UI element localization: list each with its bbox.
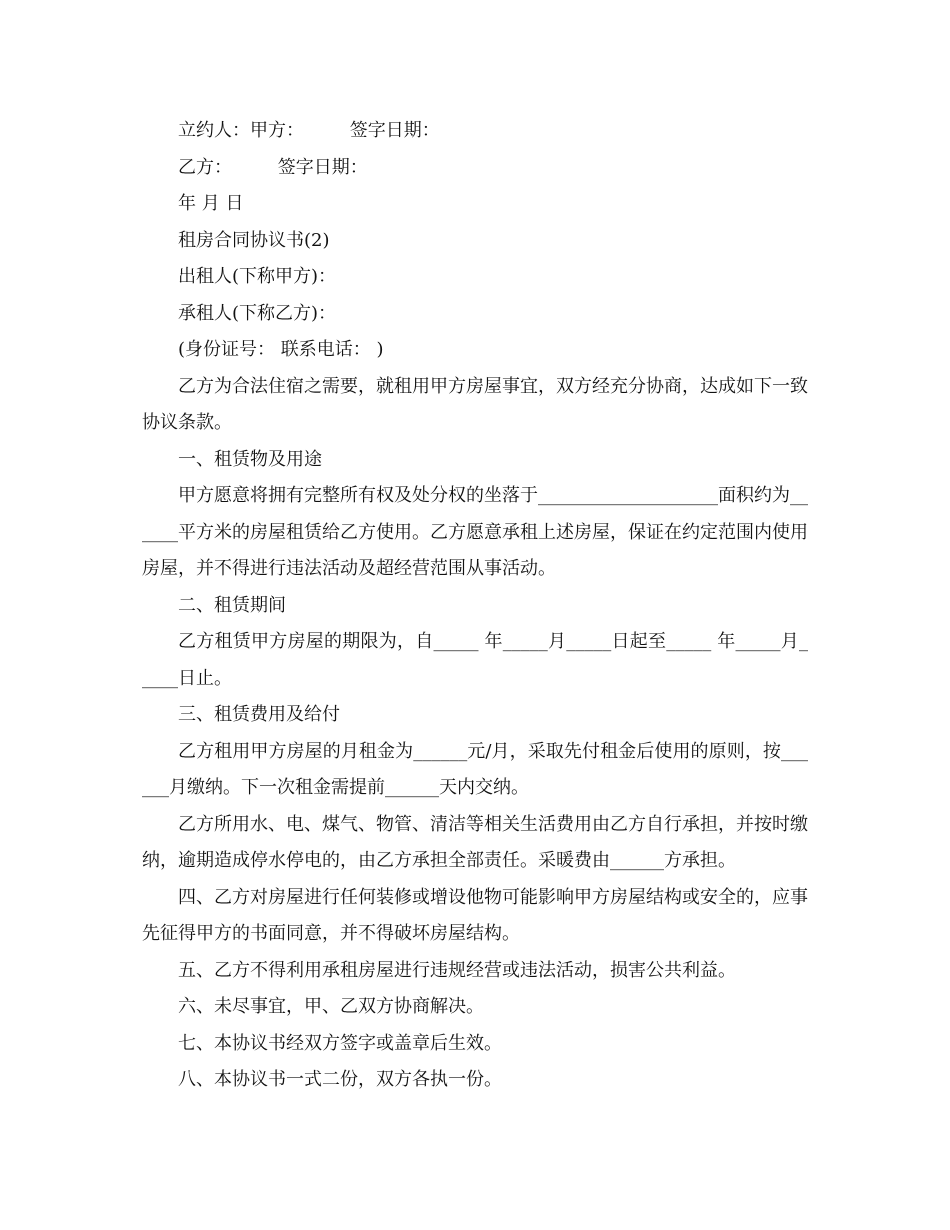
- section-2-body: 乙方租赁甲方房屋的期限为，自_____ 年_____月_____日起至_____ 年_____月_____日止。: [142, 631, 808, 689]
- section-heading-1: 一、租赁物及用途: [178, 448, 322, 470]
- signatory-party-a-line: 立约人：甲方： 签字日期：: [178, 120, 440, 141]
- clause-8: 八、本协议书一式二份，双方各执一份。: [178, 1069, 502, 1090]
- section-heading-2: 二、租赁期间: [178, 594, 286, 616]
- section-1-body: 甲方愿意将拥有完整所有权及处分权的坐落于____________________面积约为______平方米的房屋租赁给乙方使用。乙方愿意承租上述房屋，保证在约定范围内使用房屋，并不得进行违法活动及超经营范围从事活动。: [142, 485, 808, 579]
- clause-5: 五、乙方不得利用承租房屋进行违规经营或违法活动，损害公共利益。: [178, 959, 736, 981]
- document-body: [142, 113, 808, 1099]
- section-3-utilities-body: 乙方所用水、电、煤气、物管、清洁等相关生活费用由乙方自行承担，并按时缴纳，逾期造成停水停电的，由乙方承担全部责任。采暖费由______方承担。: [142, 813, 808, 871]
- section-heading-3: 三、租赁费用及给付: [178, 704, 340, 725]
- lessee-line: 承租人(下称乙方)：: [178, 302, 337, 324]
- clause-4: 四、乙方对房屋进行任何装修或增设他物可能影响甲方房屋结构或安全的，应事先征得甲方的书面同意，并不得破坏房屋结构。: [142, 886, 808, 944]
- contract-title: 租房合同协议书(2): [178, 229, 330, 251]
- clause-7: 七、本协议书经双方签字或盖章后生效。: [178, 1032, 502, 1054]
- clause-6: 六、未尽事宜，甲、乙双方协商解决。: [178, 996, 484, 1017]
- preamble-paragraph: 乙方为合法住宿之需要，就租用甲方房屋事宜，双方经充分协商，达成如下一致协议条款。: [142, 375, 808, 433]
- lessor-line: 出租人(下称甲方)：: [178, 266, 337, 287]
- party-b-sign-date-line: 乙方： 签字日期：: [178, 156, 368, 178]
- id-phone-line: (身份证号： 联系电话： ): [178, 339, 384, 360]
- date-line: 年 月 日: [178, 193, 244, 214]
- section-3-rent-body: 乙方租用甲方房屋的月租金为______元/月，采取先付租金后使用的原则，按______月缴纳。下一次租金需提前______天内交纳。: [142, 740, 808, 798]
